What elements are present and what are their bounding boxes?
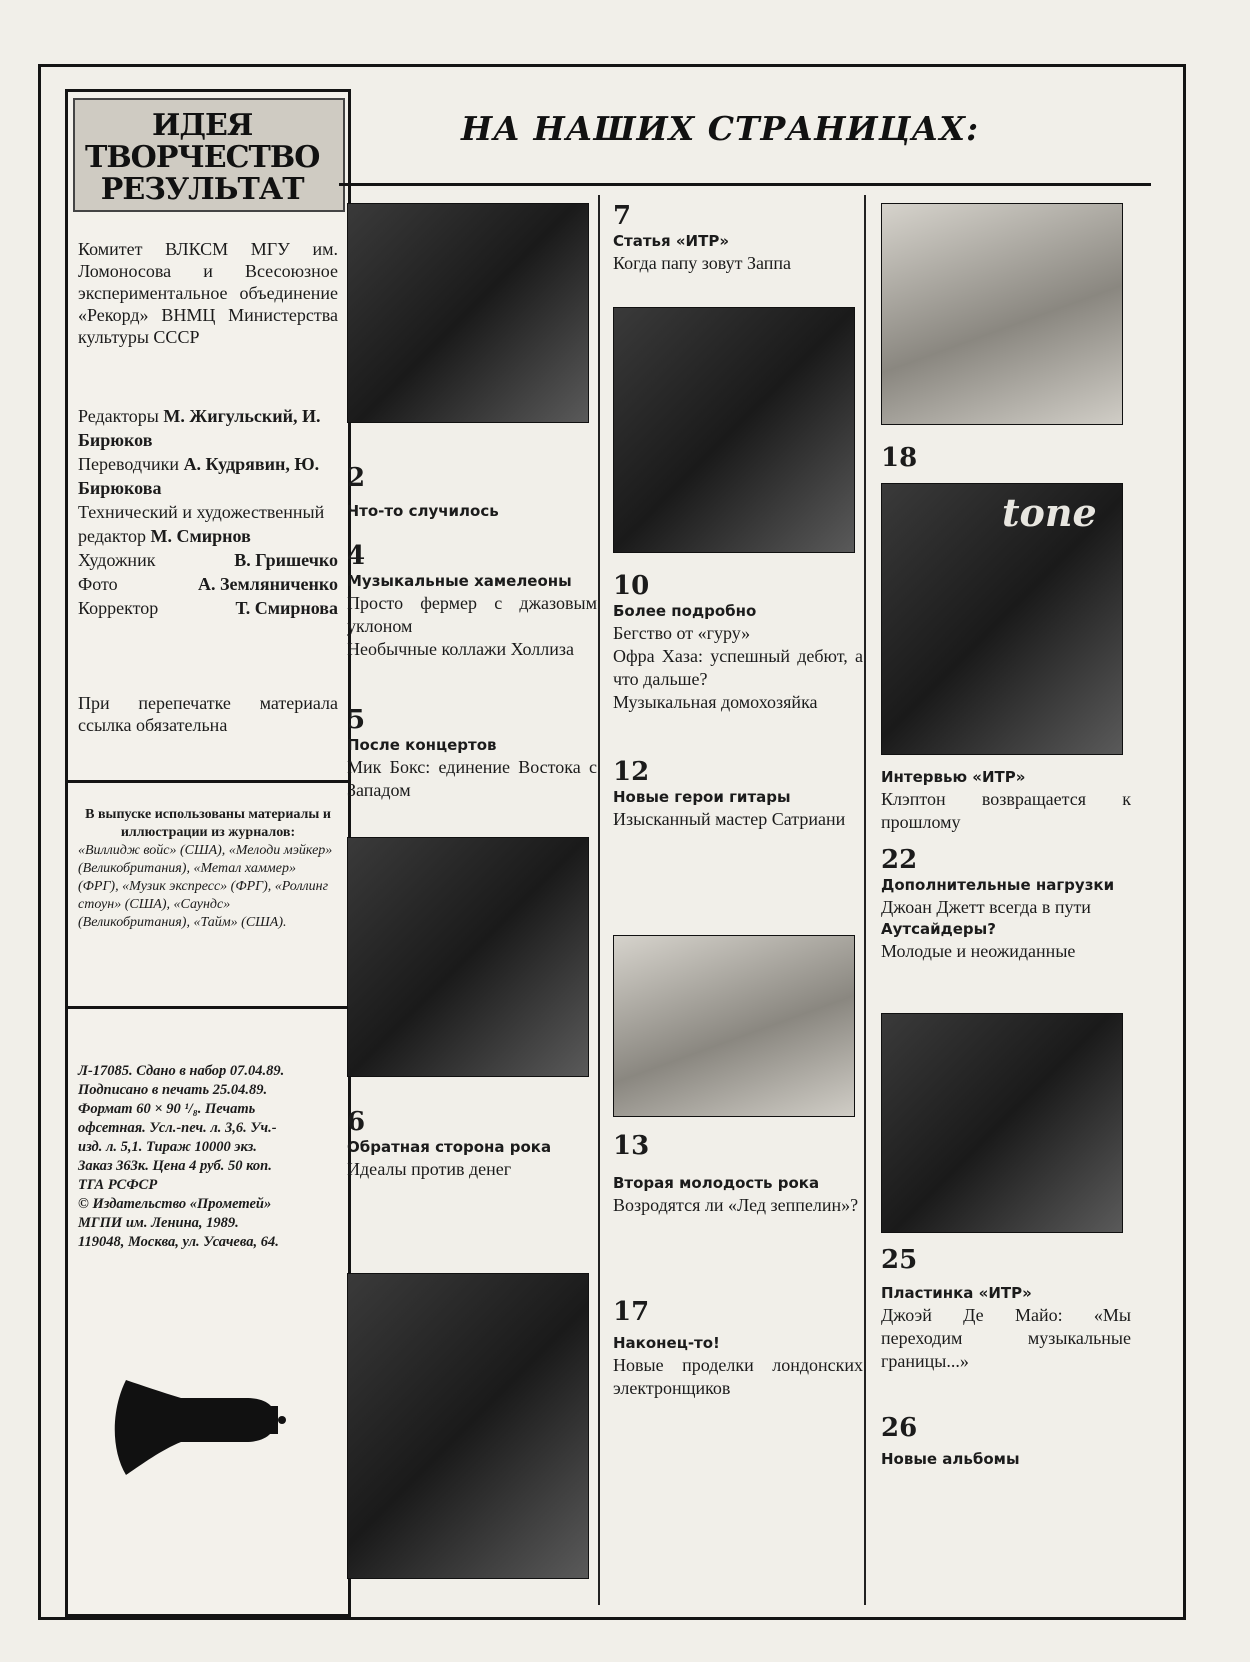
toc-page-number: 2 bbox=[347, 463, 366, 493]
credit-name: Т. Смирнова bbox=[235, 598, 338, 618]
toc-subtitle: Новые проделки лондонских электронщиков bbox=[613, 1355, 863, 1398]
photo-band bbox=[613, 935, 855, 1117]
toc-entry-17 bbox=[613, 1297, 863, 1400]
sources-block bbox=[68, 806, 348, 932]
credit-role: Художник bbox=[78, 550, 156, 570]
imprint-line: офсетная. Усл.-печ. л. 3,6. Уч.- bbox=[78, 1120, 277, 1136]
toc-entry-18 bbox=[881, 767, 1131, 834]
toc-heading: Статья «ИТР» bbox=[613, 232, 730, 250]
divider bbox=[68, 1006, 348, 1009]
toc-heading: Наконец-то! bbox=[613, 1334, 720, 1352]
credit-name: М. Жигульский, И. Бирюков bbox=[78, 406, 321, 450]
toc-heading: Обратная сторона рока bbox=[347, 1138, 552, 1156]
credit-role: Технический и художественный редактор bbox=[78, 502, 325, 546]
credit-artist bbox=[78, 548, 338, 572]
credits-block bbox=[68, 404, 348, 620]
toc-heading: Что-то случилось bbox=[347, 502, 499, 520]
credit-tech-editor bbox=[78, 500, 338, 548]
cover-text: tone bbox=[1002, 490, 1097, 535]
photo-duo-portrait bbox=[347, 1273, 589, 1579]
toc-entry-7 bbox=[613, 201, 863, 275]
photo-caricature bbox=[881, 203, 1123, 425]
toc-subtitle: Музыкальная домохозяйка bbox=[613, 692, 818, 712]
page-title: НА НАШИХ СТРАНИЦАХ: bbox=[461, 109, 980, 148]
photo-magazine-cover bbox=[881, 483, 1123, 755]
sources-text: «Виллидж войс» (США), «Мелоди мэйкер» (Великобритания), «Метал хаммер» (ФРГ), «Музик экспресс» (ФРГ), «Роллинг стоун» (США), «Саундс» (Великобритания), «Тайм» (США). bbox=[78, 843, 333, 930]
credit-role: Редакторы bbox=[78, 406, 159, 426]
gramophone-logo bbox=[106, 1370, 286, 1480]
imprint-block bbox=[68, 1062, 348, 1252]
toc-entry-4 bbox=[347, 541, 597, 661]
reprint-block bbox=[68, 692, 348, 736]
credit-name: В. Гришечко bbox=[234, 550, 338, 570]
reprint-note: При перепечатке материала ссылка обязательна bbox=[78, 693, 338, 735]
toc-heading: Аутсайдеры? bbox=[881, 920, 996, 938]
toc-heading: Дополнительные нагрузки bbox=[881, 876, 1115, 894]
column-rule bbox=[598, 195, 600, 1605]
toc-subtitle: Изысканный мастер Сатриани bbox=[613, 809, 846, 829]
toc-subtitle: Идеалы против денег bbox=[347, 1159, 512, 1179]
toc-subtitle: Когда папу зовут Заппа bbox=[613, 253, 792, 273]
title-rule bbox=[339, 183, 1151, 186]
publisher-block bbox=[68, 238, 348, 348]
toc-heading: Пластинка «ИТР» bbox=[881, 1284, 1032, 1302]
credit-name: А. Кудрявин, Ю. Бирюкова bbox=[78, 454, 320, 498]
toc-subtitle: Необычные коллажи Холлиза bbox=[347, 639, 574, 659]
toc-heading: Новые герои гитары bbox=[613, 788, 791, 806]
masthead-line: ИДЕЯ bbox=[151, 108, 253, 143]
credit-role: Корректор bbox=[78, 598, 159, 618]
toc-entry-10 bbox=[613, 571, 863, 714]
imprint-line: Заказ 363к. Цена 4 руб. 50 коп. bbox=[78, 1158, 272, 1174]
toc-entry-13 bbox=[613, 1131, 863, 1217]
toc-page-number: 6 bbox=[347, 1107, 366, 1137]
toc-subtitle: Мик Бокс: единение Востока с Западом bbox=[347, 757, 597, 800]
toc-page-number: 10 bbox=[613, 571, 650, 601]
photo-portrait-4 bbox=[881, 1013, 1123, 1233]
toc-page-number: 7 bbox=[613, 201, 632, 231]
credit-role: Фото bbox=[78, 574, 118, 594]
imprint-line: Л-17085. Сдано в набор 07.04.89. bbox=[78, 1063, 285, 1079]
toc-page-number: 26 bbox=[881, 1413, 918, 1443]
imprint-line: Формат 60 × 90 ¹/₈. Печать bbox=[78, 1101, 256, 1117]
toc-entry-26 bbox=[881, 1413, 1131, 1470]
toc-heading: После концертов bbox=[347, 736, 497, 754]
imprint-line: ТГА РСФСР bbox=[78, 1177, 158, 1193]
toc-page-number: 18 bbox=[881, 443, 918, 473]
toc-page-number: 12 bbox=[613, 757, 650, 787]
photo-portrait-3 bbox=[613, 307, 855, 553]
toc-entry-5 bbox=[347, 705, 597, 802]
photo-portrait-1 bbox=[347, 203, 589, 423]
credit-photo bbox=[78, 572, 338, 596]
toc-subtitle: Возродятся ли «Лед зеппелин»? bbox=[613, 1195, 859, 1215]
toc-page-number: 25 bbox=[881, 1245, 918, 1275]
toc-page-number: 5 bbox=[347, 705, 366, 735]
toc-heading: Вторая молодость рока bbox=[613, 1174, 820, 1192]
credit-proofreader bbox=[78, 596, 338, 620]
toc-entry-18-number bbox=[881, 443, 1131, 473]
toc-heading: Новые альбомы bbox=[881, 1450, 1020, 1468]
toc-heading: Более подробно bbox=[613, 602, 757, 620]
imprint-line: изд. л. 5,1. Тираж 10000 экз. bbox=[78, 1139, 257, 1155]
toc-subtitle: Джоэй Де Майо: «Мы переходим музыкальные границы...» bbox=[881, 1305, 1131, 1371]
imprint-line: Подписано в печать 25.04.89. bbox=[78, 1082, 268, 1098]
toc-subtitle: Молодые и неожиданные bbox=[881, 941, 1076, 961]
credit-translators bbox=[78, 452, 338, 500]
toc-subtitle: Бегство от «гуру» bbox=[613, 623, 751, 643]
divider bbox=[68, 780, 348, 783]
toc-entry-25 bbox=[881, 1245, 1131, 1373]
imprint-line: МГПИ им. Ленина, 1989. bbox=[78, 1215, 239, 1231]
credit-name: М. Смирнов bbox=[150, 526, 251, 546]
masthead-line: ТВОРЧЕСТВО bbox=[85, 140, 320, 175]
toc-entry-22 bbox=[881, 845, 1131, 963]
imprint-line: © Издательство «Прометей» bbox=[78, 1196, 272, 1212]
masthead-plate bbox=[73, 98, 345, 212]
page-frame bbox=[38, 64, 1186, 1620]
photo-portrait-2 bbox=[347, 837, 589, 1077]
toc-subtitle: Клэптон возвращается к прошлому bbox=[881, 789, 1131, 832]
toc-page-number: 17 bbox=[613, 1297, 650, 1327]
credit-editors bbox=[78, 404, 338, 452]
left-sidebar bbox=[65, 89, 351, 1617]
toc-heading: Интервью «ИТР» bbox=[881, 768, 1026, 786]
toc-page-number: 4 bbox=[347, 541, 366, 571]
masthead-line: РЕЗУЛЬТАТ bbox=[100, 172, 304, 207]
toc-heading: Музыкальные хамелеоны bbox=[347, 572, 572, 590]
publisher-text: Комитет ВЛКСМ МГУ им. Ломоносова и Всесоюзное экспериментальное объединение «Рекорд» ВНМЦ Министерства культуры СССР bbox=[78, 239, 338, 347]
toc-page-number: 22 bbox=[881, 845, 918, 875]
credit-role: Переводчики bbox=[78, 454, 180, 474]
toc-subtitle: Просто фермер с джазовым уклоном bbox=[347, 593, 597, 636]
sources-heading: В выпуске использованы материалы и иллюстрации из журналов: bbox=[85, 807, 331, 840]
credit-name: А. Земляниченко bbox=[198, 574, 338, 594]
imprint-line: 119048, Москва, ул. Усачева, 64. bbox=[78, 1234, 279, 1250]
toc-subtitle: Офра Хаза: успешный дебют, а что дальше? bbox=[613, 646, 863, 689]
toc-entry-6 bbox=[347, 1107, 597, 1181]
toc-entry-2 bbox=[347, 463, 597, 522]
toc-entry-12 bbox=[613, 757, 863, 831]
toc-subtitle: Джоан Джетт всегда в пути bbox=[881, 897, 1091, 917]
column-rule bbox=[864, 195, 866, 1605]
toc-page-number: 13 bbox=[613, 1131, 650, 1161]
